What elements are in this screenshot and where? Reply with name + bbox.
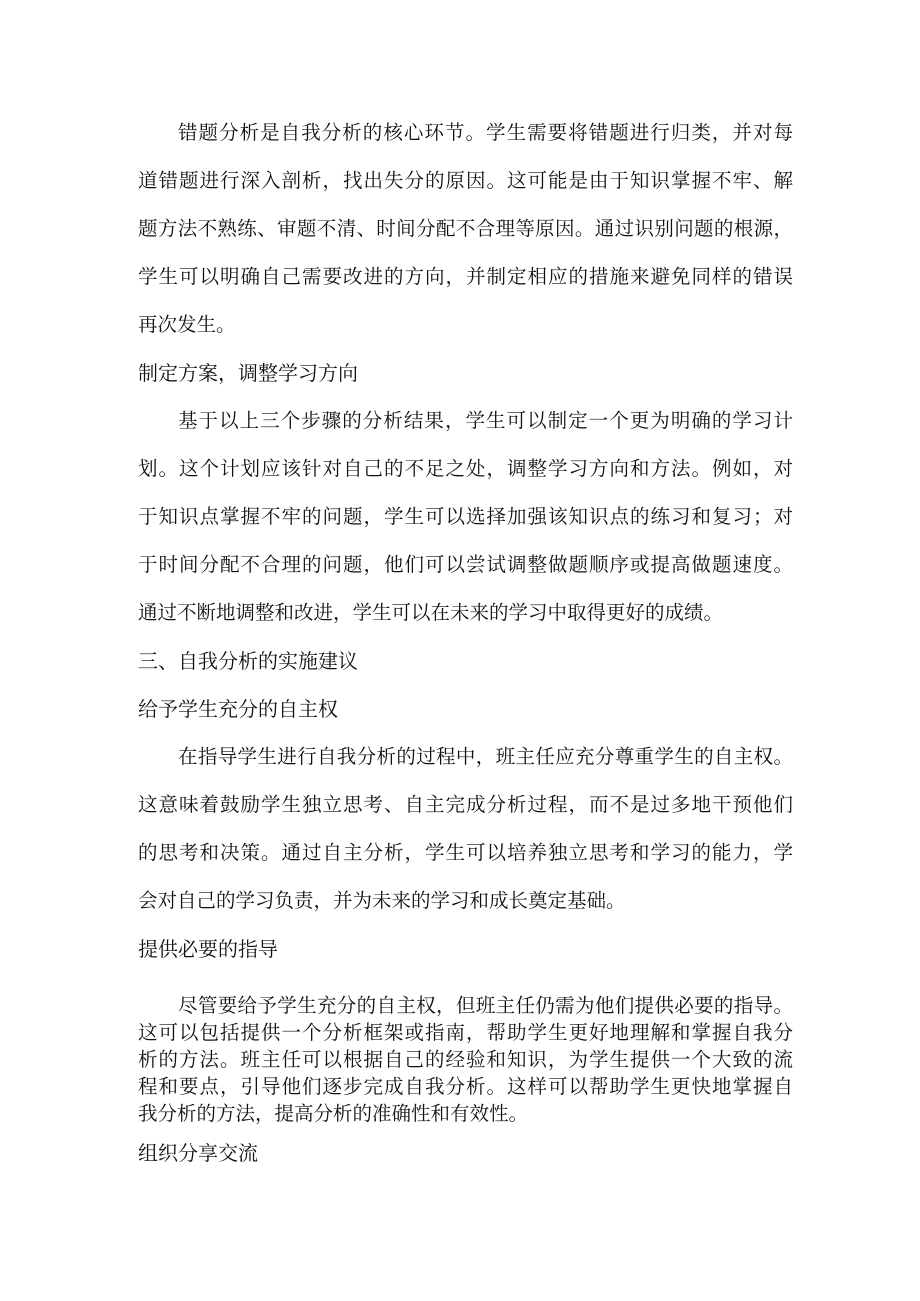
paragraph-3-line-2: 这意味着鼓励学生独立思考、自主完成分析过程，而不是过多地干预他们 — [138, 793, 793, 816]
paragraph-2-line-5: 通过不断地调整和改进，学生可以在未来的学习中取得更好的成绩。 — [138, 601, 724, 624]
paragraph-1-line-4: 学生可以明确自己需要改进的方向，并制定相应的措施来避免同样的错误 — [138, 265, 793, 288]
paragraph-2-line-3: 于知识点掌握不牢的问题，学生可以选择加强该知识点的练习和复习；对 — [138, 505, 793, 528]
paragraph-4-line-1: 尽管要给予学生充分的自主权，但班主任仍需为他们提供必要的指导。 — [178, 994, 793, 1017]
paragraph-2-line-1: 基于以上三个步骤的分析结果，学生可以制定一个更为明确的学习计 — [178, 409, 793, 432]
section-3-title: 三、自我分析的实施建议 — [138, 649, 358, 673]
paragraph-1-line-1: 错题分析是自我分析的核心环节。学生需要将错题进行归类，并对每 — [178, 121, 793, 144]
paragraph-3-line-4: 会对自己的学习负责，并为未来的学习和成长奠定基础。 — [138, 889, 626, 912]
paragraph-4-line-5: 我分析的方法，提高分析的准确性和有效性。 — [138, 1102, 529, 1125]
heading-plan-adjust: 制定方案，调整学习方向 — [138, 361, 358, 385]
paragraph-3-line-3: 的思考和决策。通过自主分析，学生可以培养独立思考和学习的能力，学 — [138, 841, 793, 864]
paragraph-4-line-2: 这可以包括提供一个分析框架或指南，帮助学生更好地理解和掌握自我分 — [138, 1021, 793, 1044]
paragraph-1-line-3: 题方法不熟练、审题不清、时间分配不合理等原因。通过识别问题的根源， — [138, 217, 793, 240]
heading-guidance: 提供必要的指导 — [138, 937, 278, 961]
paragraph-4-line-4: 程和要点，引导他们逐步完成自我分析。这样可以帮助学生更快地掌握自 — [138, 1075, 793, 1098]
paragraph-4-line-3: 析的方法。班主任可以根据自己的经验和知识，为学生提供一个大致的流 — [138, 1048, 793, 1071]
paragraph-3-line-1: 在指导学生进行自我分析的过程中，班主任应充分尊重学生的自主权。 — [178, 745, 793, 768]
paragraph-2-line-2: 划。这个计划应该针对自己的不足之处，调整学习方向和方法。例如，对 — [138, 457, 793, 480]
paragraph-1-line-2: 道错题进行深入剖析，找出失分的原因。这可能是由于知识掌握不牢、解 — [138, 169, 793, 192]
paragraph-1-line-5: 再次发生。 — [138, 313, 236, 336]
paragraph-2-line-4: 于时间分配不合理的问题，他们可以尝试调整做题顺序或提高做题速度。 — [138, 553, 793, 576]
heading-share-exchange: 组织分享交流 — [138, 1141, 258, 1165]
heading-autonomy: 给予学生充分的自主权 — [138, 697, 338, 721]
